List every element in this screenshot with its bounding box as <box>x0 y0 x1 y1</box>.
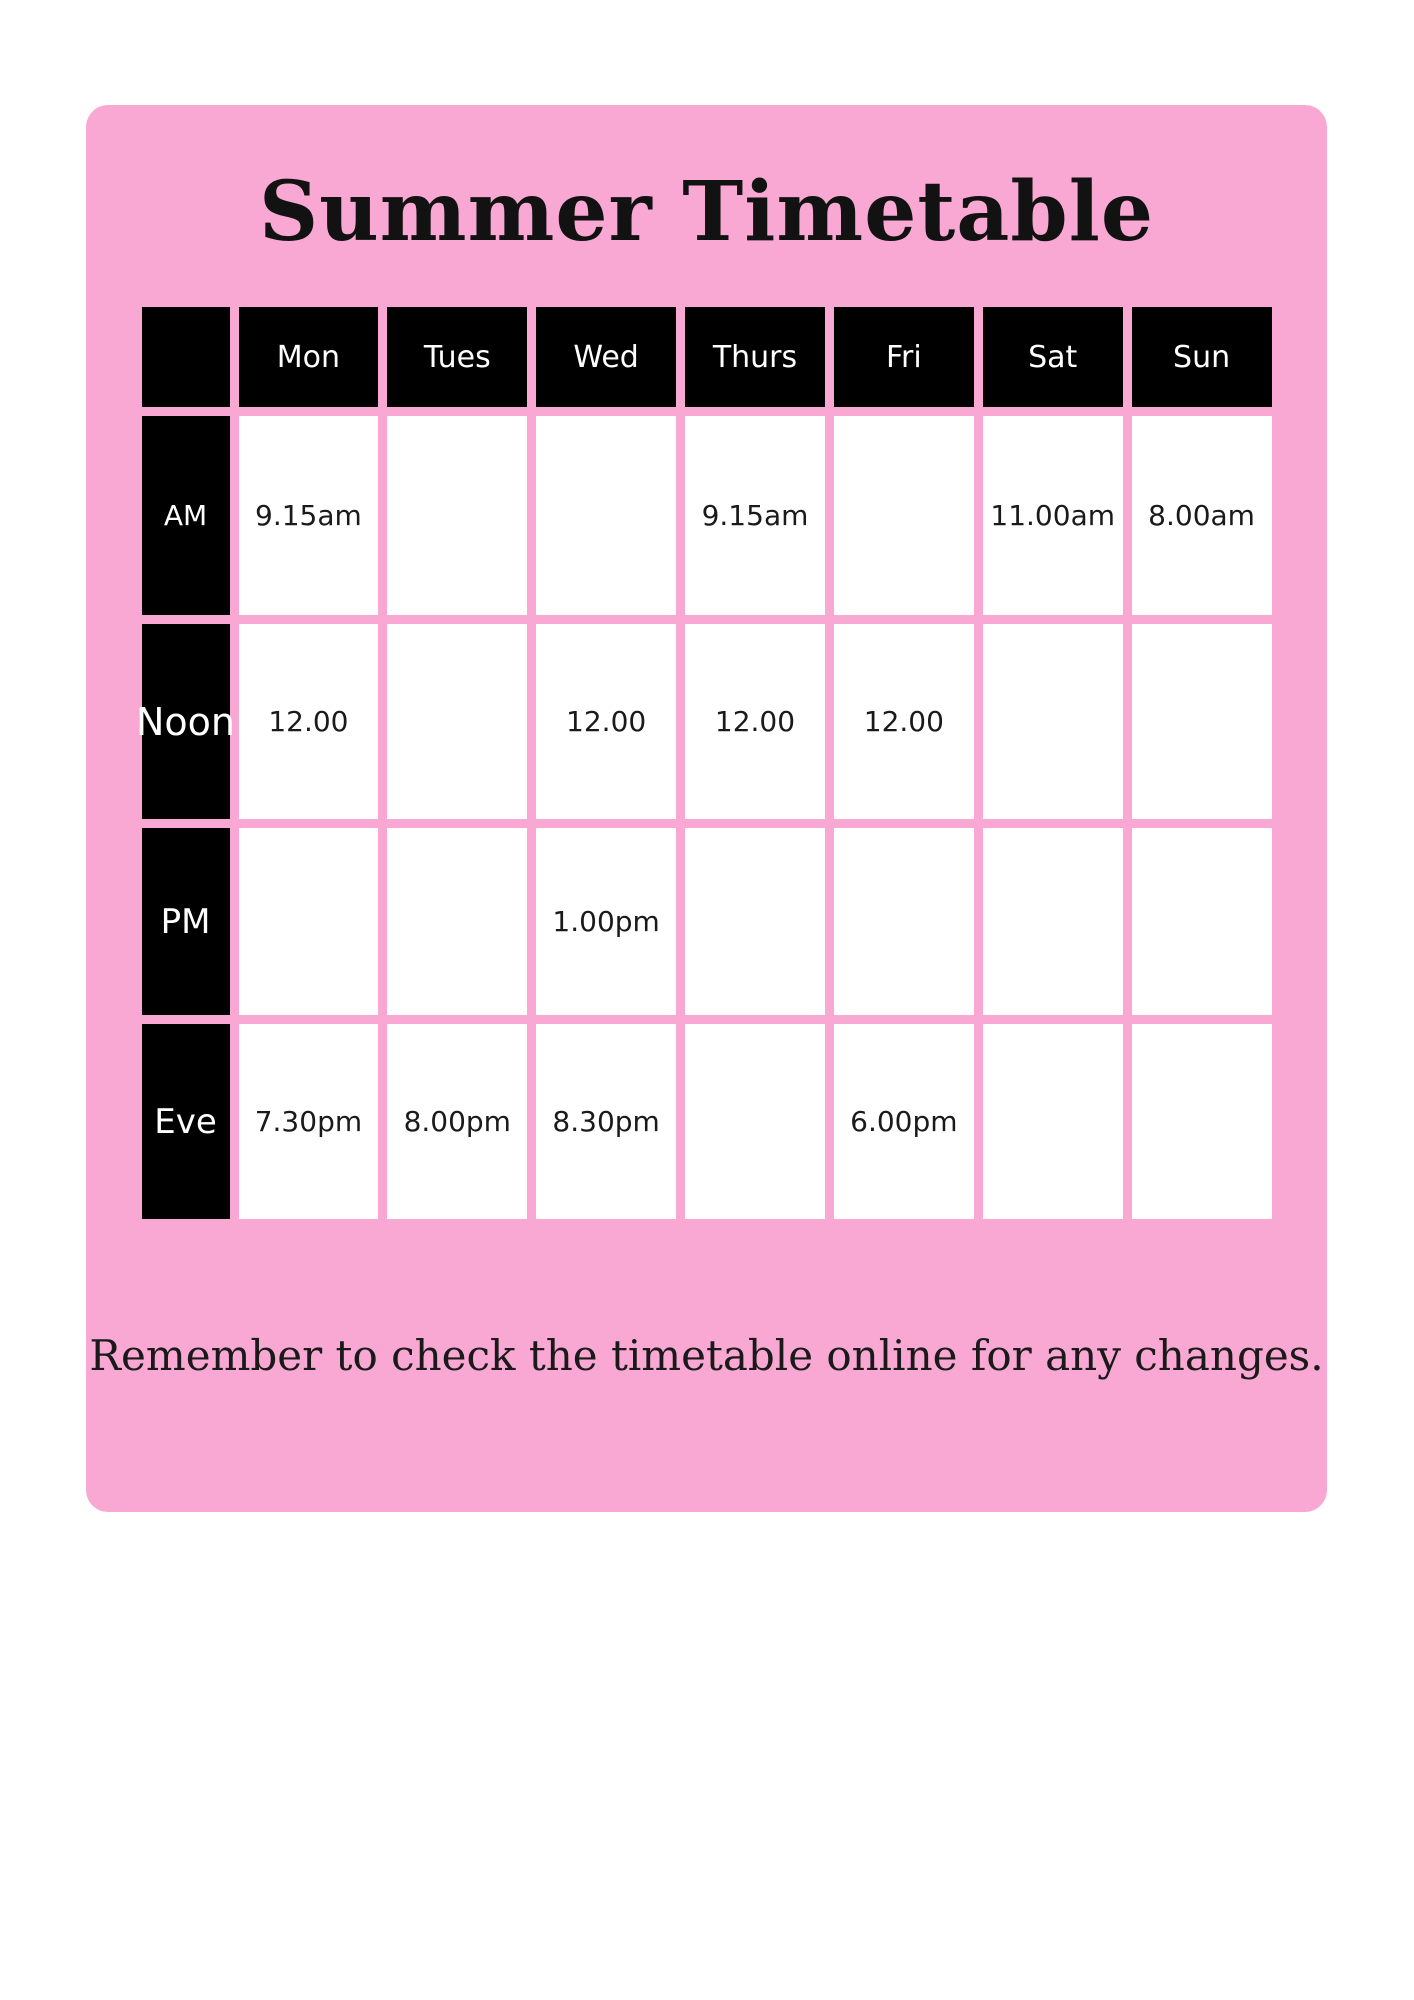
footer-note: Remember to check the timetable online for any changes. <box>89 1331 1324 1381</box>
row-label-pm: PM <box>142 828 230 1015</box>
row-label-noon: Noon <box>142 624 230 819</box>
cell-eve-wed: 8.30pm <box>536 1024 676 1219</box>
day-header-mon: Mon <box>239 307 379 407</box>
cell-pm-wed: 1.00pm <box>536 828 676 1015</box>
cell-pm-sat <box>983 828 1123 1015</box>
cell-pm-mon <box>239 828 379 1015</box>
cell-noon-sun <box>1132 624 1272 819</box>
cell-noon-wed: 12.00 <box>536 624 676 819</box>
day-header-fri: Fri <box>834 307 974 407</box>
cell-noon-fri: 12.00 <box>834 624 974 819</box>
timetable-table <box>136 307 1272 1219</box>
day-header-wed: Wed <box>536 307 676 407</box>
cell-pm-sun <box>1132 828 1272 1015</box>
day-header-sun: Sun <box>1132 307 1272 407</box>
cell-am-fri <box>834 416 974 615</box>
cell-am-tues <box>387 416 527 615</box>
row-label-eve: Eve <box>142 1024 230 1219</box>
cell-am-mon: 9.15am <box>239 416 379 615</box>
cell-eve-mon: 7.30pm <box>239 1024 379 1219</box>
cell-pm-fri <box>834 828 974 1015</box>
cell-eve-fri: 6.00pm <box>834 1024 974 1219</box>
day-header-sat: Sat <box>983 307 1123 407</box>
cell-pm-tues <box>387 828 527 1015</box>
cell-am-thurs: 9.15am <box>685 416 825 615</box>
day-header-tues: Tues <box>387 307 527 407</box>
cell-noon-thurs: 12.00 <box>685 624 825 819</box>
cell-am-sat: 11.00am <box>983 416 1123 615</box>
cell-pm-thurs <box>685 828 825 1015</box>
cell-noon-mon: 12.00 <box>239 624 379 819</box>
cell-noon-sat <box>983 624 1123 819</box>
cell-am-sun: 8.00am <box>1132 416 1272 615</box>
cell-noon-tues <box>387 624 527 819</box>
corner-cell <box>142 307 230 407</box>
cell-eve-thurs <box>685 1024 825 1219</box>
page-title: Summer Timetable <box>258 164 1155 260</box>
timetable-card <box>86 105 1327 1512</box>
row-label-am: AM <box>142 416 230 615</box>
cell-eve-tues: 8.00pm <box>387 1024 527 1219</box>
day-header-thurs: Thurs <box>685 307 825 407</box>
cell-eve-sun <box>1132 1024 1272 1219</box>
cell-am-wed <box>536 416 676 615</box>
cell-eve-sat <box>983 1024 1123 1219</box>
